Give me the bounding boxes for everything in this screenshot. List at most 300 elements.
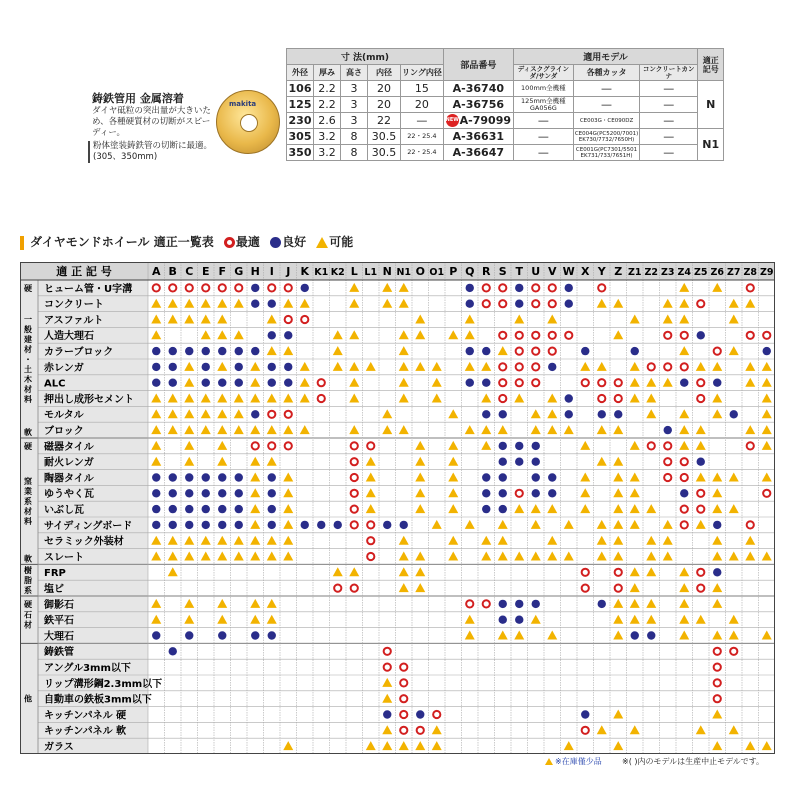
mark-good xyxy=(169,347,177,355)
mark-ok xyxy=(415,441,425,450)
mark-ok xyxy=(712,583,722,592)
mark-best xyxy=(697,585,704,592)
mark-best xyxy=(301,316,308,323)
mark-best xyxy=(516,490,523,497)
mark-best xyxy=(516,363,523,370)
mark-ok xyxy=(217,536,227,545)
mark-good xyxy=(235,489,243,497)
ring-diameter: 22・25.4 xyxy=(401,129,444,145)
legend-best: 最適 xyxy=(235,235,260,249)
mark-ok xyxy=(613,741,623,750)
mark-ok xyxy=(762,441,772,450)
mark-ok xyxy=(613,299,623,308)
grid-corner: 適 正 記 号 xyxy=(56,265,112,278)
model-planer: — xyxy=(640,145,698,161)
mark-best xyxy=(582,569,589,576)
mark-good xyxy=(218,473,226,481)
mark-ok xyxy=(399,330,409,339)
mark-ok xyxy=(250,473,260,482)
row-label: キッチンパネル 軟 xyxy=(44,726,127,738)
mark-good xyxy=(185,631,193,639)
part-number xyxy=(443,113,513,129)
mark-ok xyxy=(564,425,574,434)
mark-best xyxy=(763,490,770,497)
mark-ok xyxy=(300,394,310,403)
row-label: カラーブロック xyxy=(44,347,114,358)
mark-ok xyxy=(151,536,161,545)
mark-ok xyxy=(762,741,772,750)
mark-ok xyxy=(696,725,706,734)
mark-best xyxy=(532,348,539,355)
mark-ok xyxy=(630,378,640,387)
product-description: ダイヤ砥粒の突出量が大きいため、各種硬質材の切断がスピーディー。 xyxy=(92,106,211,138)
inner-diameter: 20 xyxy=(368,81,401,97)
mark-good xyxy=(152,473,160,481)
col-header: O1 xyxy=(429,267,445,278)
col-cutter: 各種カッタ xyxy=(573,65,639,81)
mark-good xyxy=(515,458,523,466)
mark-ok xyxy=(151,552,161,561)
mark-good xyxy=(251,410,259,418)
mark-ok xyxy=(250,425,260,434)
mark-ok xyxy=(613,504,623,513)
mark-good xyxy=(466,300,474,308)
mark-good xyxy=(218,489,226,497)
mark-ok xyxy=(580,488,590,497)
mark-ok xyxy=(696,425,706,434)
mark-best xyxy=(549,284,556,291)
mark-ok xyxy=(481,425,491,434)
mark-ok xyxy=(283,425,293,434)
mark-best xyxy=(516,348,523,355)
mark-ok xyxy=(646,599,656,608)
mark-ok xyxy=(498,552,508,561)
mark-good xyxy=(251,347,259,355)
mark-ok xyxy=(498,536,508,545)
thickness: 2.6 xyxy=(314,113,341,129)
mark-ok xyxy=(448,409,458,418)
mark-good xyxy=(548,363,556,371)
mark-ok xyxy=(333,346,343,355)
mark-ok xyxy=(184,552,194,561)
mark-ok xyxy=(184,457,194,466)
mark-ok xyxy=(217,615,227,624)
mark-good xyxy=(185,489,193,497)
mark-ok xyxy=(201,330,211,339)
mark-best xyxy=(582,727,589,734)
mark-good xyxy=(631,631,639,639)
thickness: 3.2 xyxy=(314,129,341,145)
mark-good xyxy=(598,410,606,418)
mark-good xyxy=(235,363,243,371)
model-cutter: — xyxy=(573,81,639,97)
part-number: A-36631 xyxy=(443,129,513,145)
mark-good xyxy=(169,647,177,655)
height: 3 xyxy=(341,81,368,97)
mark-ok xyxy=(432,362,442,371)
mark-ok xyxy=(283,536,293,545)
table-row xyxy=(287,113,724,129)
mark-ok xyxy=(481,552,491,561)
mark-ok xyxy=(250,504,260,513)
model-planer: — xyxy=(640,81,698,97)
mark-ok xyxy=(597,552,607,561)
mark-ok xyxy=(267,457,277,466)
mark-ok xyxy=(399,346,409,355)
mark-good xyxy=(400,521,408,529)
mark-ok xyxy=(168,567,178,576)
mark-ok xyxy=(201,315,211,324)
mark-ok xyxy=(201,394,211,403)
mark-ok xyxy=(613,599,623,608)
row-label: 鋳鉄管 xyxy=(44,647,74,659)
mark-best xyxy=(615,585,622,592)
mark-ok xyxy=(679,615,689,624)
mark-good xyxy=(268,489,276,497)
mark-ok xyxy=(729,552,739,561)
col-thickness: 厚み xyxy=(314,65,341,81)
mark-ok xyxy=(399,567,409,576)
mark-good xyxy=(202,521,210,529)
mark-good xyxy=(383,710,391,718)
mark-ok xyxy=(201,299,211,308)
col-id: 内径 xyxy=(368,65,401,81)
mark-ok xyxy=(151,394,161,403)
mark-ok xyxy=(250,599,260,608)
product-note: 粉体塗装鋳鉄管の切断に最適。(305、350mm) xyxy=(88,141,216,163)
group-label: 樹脂系 xyxy=(24,566,32,596)
mark-best xyxy=(499,395,506,402)
mark-ok xyxy=(712,488,722,497)
mark-ok xyxy=(415,457,425,466)
footnote-stock-text: ※在庫僅少品 xyxy=(555,757,602,766)
mark-good xyxy=(383,521,391,529)
mark-good xyxy=(301,284,309,292)
mark-good xyxy=(268,379,276,387)
inner-diameter: 20 xyxy=(368,97,401,113)
group-label: 石材 xyxy=(24,610,32,630)
mark-good xyxy=(284,363,292,371)
mark-good xyxy=(251,631,259,639)
mark-best xyxy=(268,411,275,418)
mark-best xyxy=(747,521,754,528)
mark-ok xyxy=(217,599,227,608)
mark-best xyxy=(664,442,671,449)
mark-ok xyxy=(531,425,541,434)
mark-ok xyxy=(448,504,458,513)
mark-best xyxy=(169,284,176,291)
mark-best xyxy=(747,284,754,291)
mark-best xyxy=(367,442,374,449)
mark-best xyxy=(747,442,754,449)
product-title: 鋳鉄管用 金属溶着 xyxy=(92,92,184,105)
ring-diameter: 15 xyxy=(401,81,444,97)
mark-ok xyxy=(448,330,458,339)
mark-ok xyxy=(168,394,178,403)
mark-good xyxy=(680,489,688,497)
row-label: スレート xyxy=(44,552,84,564)
height: 3 xyxy=(341,97,368,113)
mark-ok xyxy=(267,552,277,561)
col-header: Z2 xyxy=(644,267,658,278)
mark-ok xyxy=(201,536,211,545)
col-header: L1 xyxy=(364,267,378,278)
mark-ok xyxy=(745,552,755,561)
od: 106 xyxy=(287,81,314,97)
mark-ok xyxy=(745,378,755,387)
mark-ok xyxy=(679,425,689,434)
model-cutter: CE004G(PC5200/7001) EK730/7732/7650H) xyxy=(574,130,639,143)
mark-ok xyxy=(217,362,227,371)
row-label: 陶器タイル xyxy=(44,473,94,485)
mark-good xyxy=(152,489,160,497)
model-grinder: — xyxy=(513,113,573,129)
table-row xyxy=(287,129,724,145)
mark-ok xyxy=(250,362,260,371)
mark-ok xyxy=(597,299,607,308)
model-cutter: — xyxy=(573,97,639,113)
mark-ok xyxy=(646,409,656,418)
row-label: 自動車の鉄板3mm以下 xyxy=(44,694,152,706)
col-header: Y xyxy=(597,265,606,278)
mark-ok xyxy=(712,394,722,403)
mark-best xyxy=(153,284,160,291)
mark-best xyxy=(285,411,292,418)
mark-ok xyxy=(630,599,640,608)
mark-good xyxy=(713,379,721,387)
group-top-label: 硬 xyxy=(24,600,32,609)
row-label: FRP xyxy=(44,568,66,580)
col-header: O xyxy=(415,265,425,278)
col-od: 外径 xyxy=(287,65,314,81)
height: 3 xyxy=(341,113,368,129)
mark-good xyxy=(152,363,160,371)
mark-ok xyxy=(630,441,640,450)
mark-good xyxy=(202,363,210,371)
best-legend-icon xyxy=(224,237,235,248)
mark-ok xyxy=(399,394,409,403)
mark-ok xyxy=(630,362,640,371)
mark-good xyxy=(284,331,292,339)
chart-heading xyxy=(20,233,353,250)
mark-ok xyxy=(531,552,541,561)
tag-n1: N1 xyxy=(698,129,724,161)
mark-ok xyxy=(481,536,491,545)
col-header: Z4 xyxy=(677,267,691,278)
mark-ok xyxy=(514,394,524,403)
mark-good xyxy=(499,410,507,418)
mark-ok xyxy=(250,520,260,529)
group-label: 一般建材・土木材料 xyxy=(24,315,32,404)
model-cutter: CE001G(PC7301/5501 EK731/733/7651H) xyxy=(573,145,639,161)
mark-best xyxy=(697,379,704,386)
mark-ok xyxy=(514,631,524,640)
mark-ok xyxy=(712,283,722,292)
mark-ok xyxy=(481,394,491,403)
mark-ok xyxy=(597,457,607,466)
mark-best xyxy=(598,379,605,386)
mark-good xyxy=(598,600,606,608)
mark-good xyxy=(152,631,160,639)
mark-good xyxy=(565,410,573,418)
mark-good xyxy=(334,521,342,529)
col-header: Z8 xyxy=(743,267,757,278)
mark-good xyxy=(713,568,721,576)
mark-best xyxy=(532,300,539,307)
mark-best xyxy=(681,506,688,513)
mark-best xyxy=(285,316,292,323)
mark-ok xyxy=(349,394,359,403)
mark-ok xyxy=(663,315,673,324)
mark-best xyxy=(681,458,688,465)
mark-good xyxy=(152,521,160,529)
mark-best xyxy=(499,284,506,291)
thickness: 2.2 xyxy=(314,97,341,113)
mark-ok xyxy=(696,615,706,624)
heading-bar xyxy=(20,236,24,250)
mark-good xyxy=(482,410,490,418)
mark-ok xyxy=(448,457,458,466)
mark-ok xyxy=(646,378,656,387)
mark-best xyxy=(582,379,589,386)
mark-ok xyxy=(283,299,293,308)
mark-good xyxy=(202,379,210,387)
mark-good xyxy=(499,600,507,608)
mark-good xyxy=(763,347,771,355)
mark-good xyxy=(235,521,243,529)
col-header: K xyxy=(300,265,310,278)
mark-best xyxy=(499,300,506,307)
mark-ok xyxy=(234,552,244,561)
mark-good xyxy=(647,631,655,639)
mark-good xyxy=(268,473,276,481)
mark-ok xyxy=(300,299,310,308)
mark-ok xyxy=(630,583,640,592)
mark-good xyxy=(548,489,556,497)
mark-ok xyxy=(465,520,475,529)
mark-ok xyxy=(762,425,772,434)
mark-best xyxy=(598,284,605,291)
mark-good xyxy=(631,347,639,355)
mark-ok xyxy=(217,441,227,450)
mark-ok xyxy=(580,362,590,371)
compatibility-grid-svg xyxy=(20,262,792,754)
disc-logo: makita xyxy=(229,100,257,108)
row-label: アングル3mm以下 xyxy=(44,663,131,674)
row-label: ブロック xyxy=(44,426,84,437)
mark-good xyxy=(202,505,210,513)
model-planer: — xyxy=(640,113,698,129)
mark-best xyxy=(202,284,209,291)
mark-best xyxy=(714,695,721,702)
mark-ok xyxy=(679,283,689,292)
dims-header: 寸 法(mm) xyxy=(287,49,444,65)
mark-best xyxy=(351,521,358,528)
mark-ok xyxy=(630,473,640,482)
mark-ok xyxy=(234,409,244,418)
mark-best xyxy=(252,442,259,449)
mark-ok xyxy=(547,536,557,545)
od: 125 xyxy=(287,97,314,113)
mark-good xyxy=(581,347,589,355)
col-header: Z9 xyxy=(760,267,774,278)
row-label: 人造大理石 xyxy=(44,331,94,343)
mark-ok xyxy=(415,552,425,561)
mark-ok xyxy=(712,409,722,418)
mark-good xyxy=(499,473,507,481)
mark-ok xyxy=(151,315,161,324)
mark-best xyxy=(615,379,622,386)
height: 8 xyxy=(341,129,368,145)
spec-table xyxy=(286,48,724,161)
mark-ok xyxy=(250,457,260,466)
ring-diameter: 20 xyxy=(401,97,444,113)
mark-ok xyxy=(217,552,227,561)
col-header: Z6 xyxy=(710,267,724,278)
mark-ok xyxy=(399,425,409,434)
mark-ok xyxy=(151,299,161,308)
mark-good xyxy=(548,473,556,481)
mark-ok xyxy=(250,378,260,387)
mark-best xyxy=(714,348,721,355)
mark-ok xyxy=(168,425,178,434)
mark-good xyxy=(185,505,193,513)
col-header: H xyxy=(250,265,260,278)
mark-best xyxy=(351,490,358,497)
mark-ok xyxy=(168,299,178,308)
mark-ok xyxy=(201,552,211,561)
mark-ok xyxy=(432,520,442,529)
table-row xyxy=(287,97,724,113)
row-label: 鉄平石 xyxy=(44,615,74,627)
mark-ok xyxy=(283,741,293,750)
mark-best xyxy=(268,442,275,449)
mark-ok xyxy=(267,615,277,624)
mark-best xyxy=(697,490,704,497)
part-number-text: A-79099 xyxy=(459,113,512,127)
mark-best xyxy=(499,332,506,339)
ring-diameter: 22・25.4 xyxy=(401,145,444,161)
mark-ok xyxy=(646,394,656,403)
mark-ok xyxy=(498,631,508,640)
mark-best xyxy=(351,585,358,592)
mark-best xyxy=(499,379,506,386)
row-label: ALC xyxy=(44,378,66,390)
mark-ok xyxy=(547,425,557,434)
mark-good xyxy=(499,616,507,624)
mark-ok xyxy=(184,378,194,387)
mark-ok xyxy=(382,425,392,434)
mark-best xyxy=(681,521,688,528)
mark-good xyxy=(499,489,507,497)
mark-best xyxy=(367,521,374,528)
mark-ok xyxy=(597,425,607,434)
mark-good xyxy=(202,473,210,481)
mark-best xyxy=(549,300,556,307)
mark-ok xyxy=(580,441,590,450)
mark-ok xyxy=(679,299,689,308)
mark-best xyxy=(763,332,770,339)
col-header: U xyxy=(531,265,541,278)
mark-good xyxy=(169,473,177,481)
good-legend-icon xyxy=(270,237,281,248)
mark-ok xyxy=(679,599,689,608)
mark-ok xyxy=(283,552,293,561)
mark-best xyxy=(681,474,688,481)
col-header: K1 xyxy=(314,267,329,278)
mark-best xyxy=(532,379,539,386)
mark-ok xyxy=(217,457,227,466)
